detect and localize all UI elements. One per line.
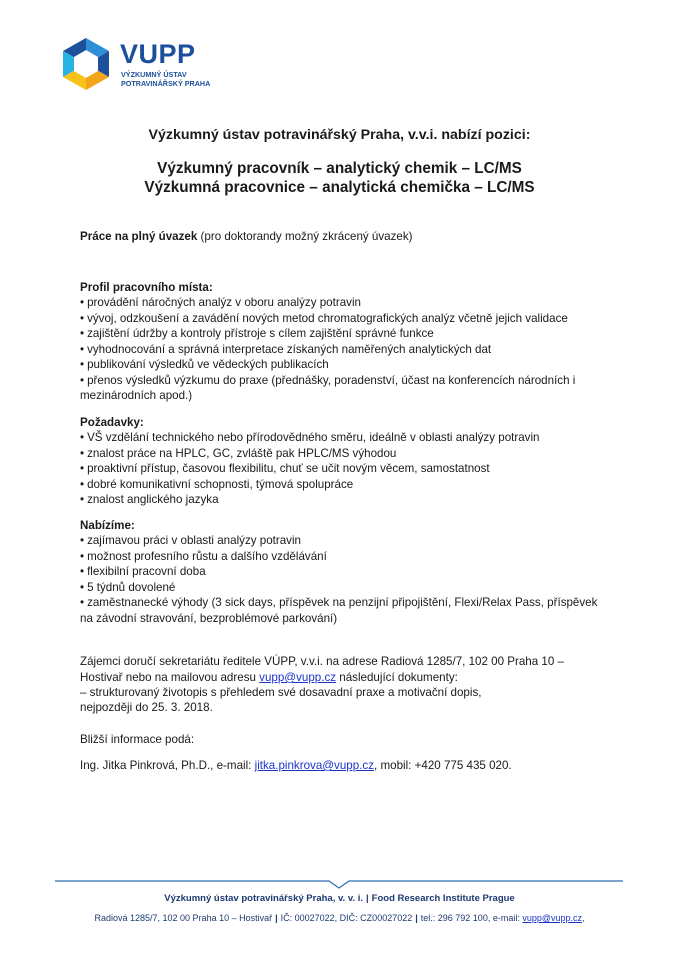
apply-email-link[interactable]: vupp@vupp.cz xyxy=(259,671,337,684)
logo-subtitle-line: POTRAVINÁŘSKÝ PRAHA xyxy=(121,79,211,88)
logo-subtitle xyxy=(121,70,210,88)
apply-line: – strukturovaný životopis s přehledem své dosavadní praxe a motivační dopis, xyxy=(80,686,482,699)
apply-deadline: nejpozději do 25. 3. 2018. xyxy=(80,701,213,714)
employment-type-note: (pro doktorandy možný zkrácený úvazek) xyxy=(197,230,413,243)
apply-line: Hostivař nebo na mailovou adresu vupp@vupp.cz následující dokumenty: xyxy=(80,671,458,684)
list-item: • zaměstnanecké výhody (3 sick days, příspěvek na penzijní připojištění, Flexi/Relax Pass, příspěvek na závodní stravování, bezproblémové parkování) xyxy=(80,596,598,625)
requirements-heading: Požadavky: xyxy=(80,416,144,429)
employment-type-bold: Práce na plný úvazek xyxy=(80,230,198,243)
footer-email-link[interactable]: vupp@vupp.cz xyxy=(522,913,582,923)
footer-org: Výzkumný ústav potravinářský Praha, v. v. i. | Food Research Institute Prague xyxy=(164,893,515,904)
list-item: • 5 týdnů dovolené xyxy=(80,580,176,594)
profile-list xyxy=(80,295,610,404)
position-title: Výzkumný pracovník – analytický chemik – LC/MS xyxy=(157,160,522,177)
apply-line: Zájemci doručí sekretariátu ředitele VÚPP, v.v.i. na adrese Radiová 1285/7, 102 00 Praha 10 – xyxy=(80,655,564,668)
list-item: • publikování výsledků ve vědeckých publikacích xyxy=(80,358,329,371)
list-item: • flexibilní pracovní doba xyxy=(80,565,206,578)
requirements-list xyxy=(80,430,540,508)
contact-heading: Bližší informace podá: xyxy=(80,733,195,746)
list-item: • znalost práce na HPLC, GC, zvláště pak HPLC/MS výhodou xyxy=(80,446,397,460)
list-item: • zajímavou práci v oblasti analýzy potravin xyxy=(80,534,302,547)
list-item: • přenos výsledků výzkumu do praxe (přednášky, poradenství, účast na konferencích národních i mezinárodních apod.) xyxy=(80,373,576,402)
list-item: • dobré komunikativní schopnosti, týmová spolupráce xyxy=(80,477,354,491)
list-item: • VŠ vzdělání technického nebo přírodovědného směru, ideálně v oblasti analýzy potravin xyxy=(80,431,540,444)
contact-line: Ing. Jitka Pinkrová, Ph.D., e-mail: jitka.pinkrova@vupp.cz, mobil: +420 775 435 020. xyxy=(80,759,512,772)
footer-divider xyxy=(55,876,623,890)
list-item: • vývoj, odzkoušení a zavádění nových metod chromatografických analýz včetně jejich validace xyxy=(80,311,568,325)
list-item: • možnost profesního růstu a dalšího vzdělávání xyxy=(80,549,327,563)
hexagon-logo-icon xyxy=(58,36,114,92)
list-item: • vyhodnocování a správná interpretace získaných naměřených analytických dat xyxy=(80,342,492,356)
profile-heading: Profil pracovního místa: xyxy=(80,281,213,294)
list-item: • znalost anglického jazyka xyxy=(80,493,219,506)
position-title: Výzkumná pracovnice – analytická chemička – LC/MS xyxy=(144,179,535,196)
intro-heading: Výzkumný ústav potravinářský Praha, v.v.i. nabízí pozici: xyxy=(148,127,531,143)
list-item: • provádění náročných analýz v oboru analýzy potravin xyxy=(80,296,361,309)
offer-list xyxy=(80,533,610,626)
contact-email-link[interactable]: jitka.pinkrova@vupp.cz xyxy=(254,759,375,772)
vupp-logo xyxy=(58,36,228,92)
logo-subtitle-line: VÝZKUMNÝ ÚSTAV xyxy=(121,70,187,79)
list-item: • proaktivní přístup, časovou flexibilitu, chuť se učit novým věcem, samostatnost xyxy=(80,462,490,475)
list-item: • zajištění údržby a kontroly přístroje s cílem zajištění správné funkce xyxy=(80,327,434,340)
employment-type xyxy=(80,229,413,245)
footer-contact: Radiová 1285/7, 102 00 Praha 10 – Hostivař | IČ: 00027022, DIČ: CZ00027022 | tel.: 296 792 100, e-mail: vupp@vupp.cz, xyxy=(94,913,585,923)
logo-name: VUPP xyxy=(120,39,196,69)
offer-heading: Nabízíme: xyxy=(80,519,135,532)
